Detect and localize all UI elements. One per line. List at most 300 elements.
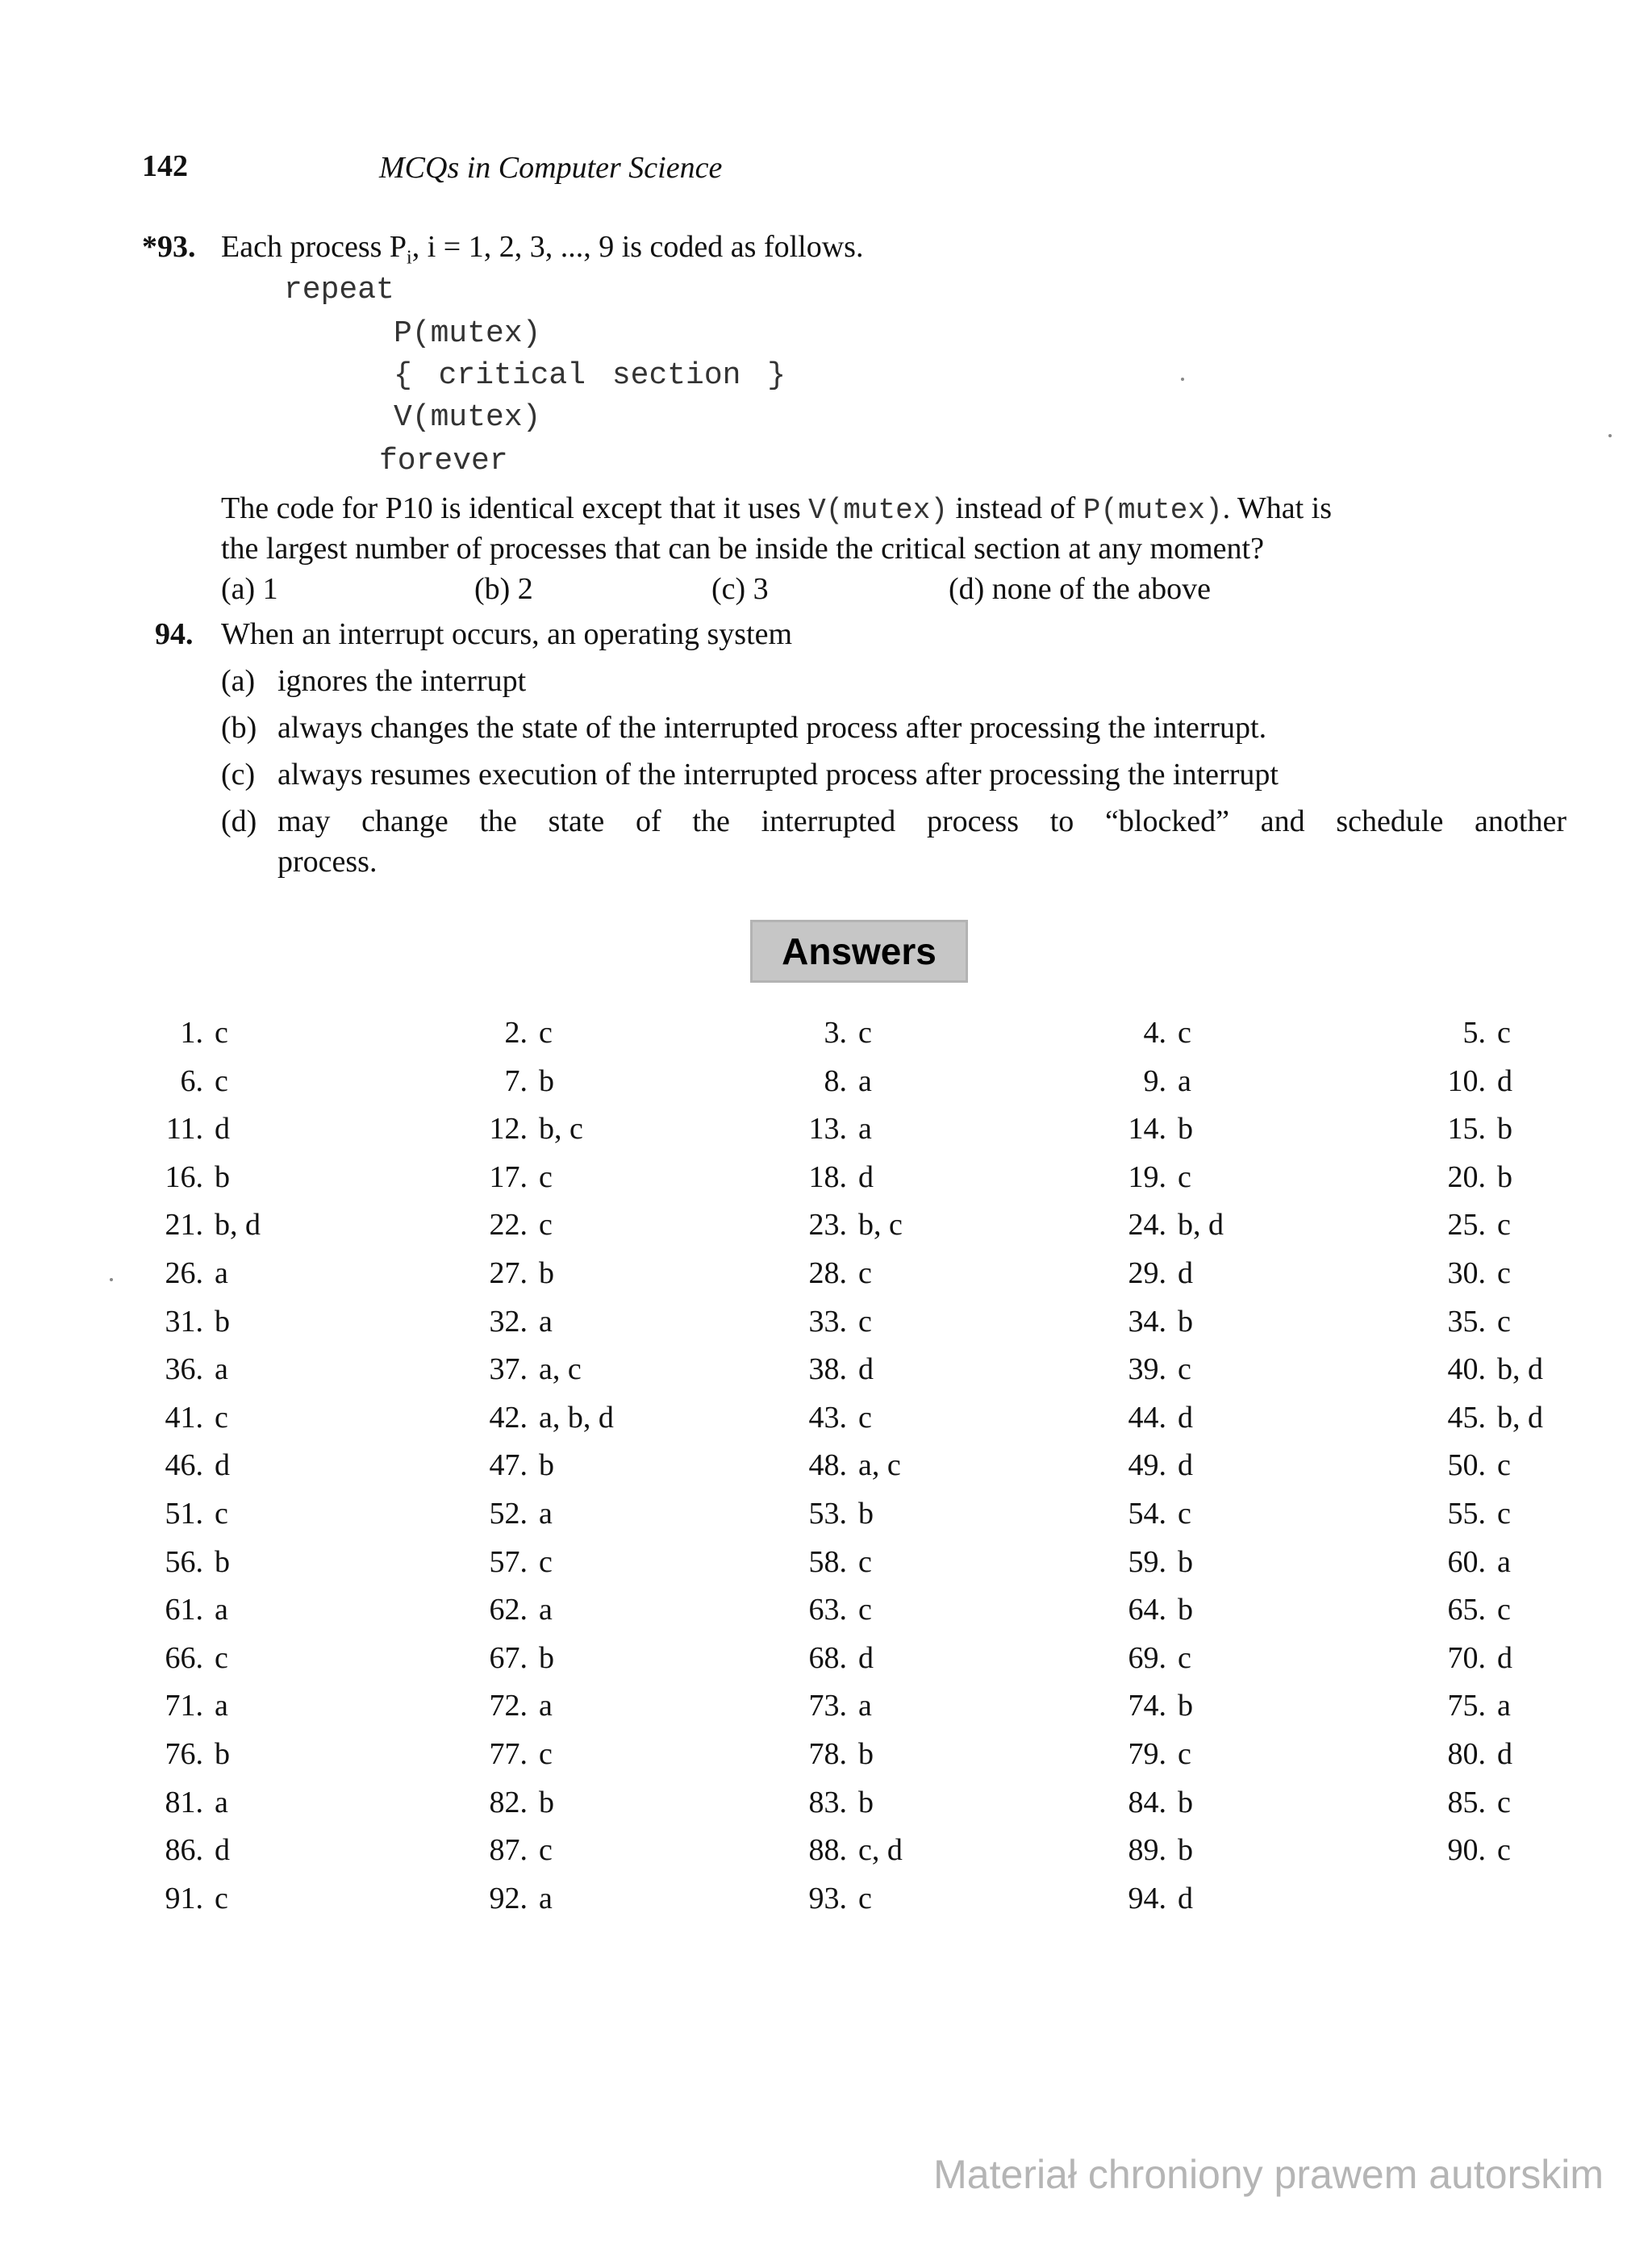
answer-item: [113, 1688, 228, 1723]
answer-value: c: [539, 1545, 553, 1579]
answer-item: [757, 1400, 872, 1435]
scan-speck: [1608, 434, 1612, 437]
answer-item: [113, 1447, 230, 1483]
answer-item: [437, 1881, 553, 1916]
answer-item: [1076, 1832, 1193, 1868]
answer-number: 77.: [489, 1737, 528, 1771]
answer-item: [113, 1304, 230, 1339]
answer-value: b, d: [1178, 1208, 1224, 1242]
answer-value: b: [1178, 1545, 1193, 1579]
answer-item: [1076, 1400, 1193, 1435]
question-93-paragraph-line-2: the largest number of processes that can be inside the critical section at any moment?: [221, 532, 1264, 566]
answer-value: c: [858, 1305, 872, 1339]
question-93-number: *93.: [142, 230, 196, 264]
answer-number: 23.: [808, 1208, 847, 1242]
answer-number: 33.: [808, 1305, 847, 1339]
answer-value: d: [858, 1641, 874, 1675]
answer-number: 3.: [824, 1016, 847, 1050]
answer-number: 94.: [1128, 1882, 1166, 1915]
answer-item: [437, 1832, 553, 1868]
answer-number: 66.: [165, 1641, 203, 1675]
answer-number: 90.: [1447, 1833, 1486, 1867]
answer-item: [437, 1785, 554, 1820]
answer-item: [1076, 1688, 1193, 1723]
answer-value: c: [215, 1882, 228, 1915]
question-94-stem: When an interrupt occurs, an operating system: [221, 617, 793, 651]
answer-value: d: [215, 1112, 230, 1146]
answer-number: 86.: [165, 1833, 203, 1867]
answer-item: [757, 1304, 872, 1339]
answer-number: 19.: [1128, 1160, 1166, 1194]
q93-option-b: (b) 2: [474, 572, 533, 606]
answer-number: 78.: [808, 1737, 847, 1771]
answer-item: [1395, 1159, 1512, 1195]
copyright-watermark: Materiał chroniony prawem autorskim: [933, 2152, 1604, 2197]
answer-number: 6.: [180, 1064, 203, 1098]
answer-number: 93.: [808, 1882, 847, 1915]
answer-number: 75.: [1447, 1689, 1486, 1723]
answer-value: c: [215, 1016, 228, 1050]
answer-number: 89.: [1128, 1833, 1166, 1867]
answer-number: 22.: [489, 1208, 528, 1242]
scan-speck: [110, 1278, 113, 1281]
answer-number: 37.: [489, 1352, 528, 1386]
answer-item: [757, 1447, 901, 1483]
answer-value: c: [215, 1497, 228, 1531]
answer-value: d: [1497, 1064, 1512, 1098]
answer-value: a: [1497, 1689, 1511, 1723]
answer-item: [437, 1207, 553, 1243]
answer-value: a: [1497, 1545, 1511, 1579]
answer-value: b: [215, 1737, 230, 1771]
answer-value: d: [1497, 1641, 1512, 1675]
answer-item: [437, 1063, 554, 1099]
answer-number: 58.: [808, 1545, 847, 1579]
answer-number: 67.: [489, 1641, 528, 1675]
answer-number: 69.: [1128, 1641, 1166, 1675]
scan-speck: [1181, 378, 1184, 381]
answer-number: 12.: [489, 1112, 528, 1146]
answer-item: [113, 1544, 230, 1580]
para-code-v-mutex: V(mutex): [808, 494, 948, 527]
answer-number: 63.: [808, 1593, 847, 1627]
answer-item: [1395, 1304, 1511, 1339]
answer-value: c: [539, 1833, 553, 1867]
answer-number: 49.: [1128, 1448, 1166, 1482]
answer-number: 56.: [165, 1545, 203, 1579]
answer-number: 48.: [808, 1448, 847, 1482]
answer-value: d: [1497, 1737, 1512, 1771]
q94-option-b-label: (b): [221, 711, 257, 745]
answer-number: 39.: [1128, 1352, 1166, 1386]
answer-item: [1395, 1111, 1512, 1147]
answer-item: [1076, 1111, 1193, 1147]
q93-option-a: (a) 1: [221, 572, 278, 606]
answer-item: [757, 1592, 872, 1627]
answer-number: 9.: [1143, 1064, 1166, 1098]
question-93-stem-b: , i = 1, 2, 3, ..., 9 is coded as follows.: [411, 230, 864, 264]
answer-value: a: [215, 1689, 228, 1723]
answer-number: 38.: [808, 1352, 847, 1386]
answer-item: [757, 1015, 872, 1051]
answer-item: [757, 1544, 872, 1580]
answer-item: [437, 1688, 553, 1723]
answer-number: 30.: [1447, 1256, 1486, 1290]
answer-item: [757, 1736, 874, 1772]
answer-number: 91.: [165, 1882, 203, 1915]
answer-item: [437, 1447, 554, 1483]
code-line-forever: forever: [379, 444, 508, 478]
answer-item: [437, 1736, 553, 1772]
answer-item: [437, 1496, 553, 1531]
answer-item: [1395, 1015, 1511, 1051]
answer-value: b: [858, 1497, 874, 1531]
answer-value: c: [539, 1737, 553, 1771]
answer-value: c: [215, 1064, 228, 1098]
answer-number: 29.: [1128, 1256, 1166, 1290]
answer-value: a, b, d: [539, 1401, 614, 1435]
answer-item: [1395, 1063, 1512, 1099]
answer-value: a: [215, 1256, 228, 1290]
answer-value: b: [539, 1064, 554, 1098]
answer-value: a: [215, 1593, 228, 1627]
answer-item: [1395, 1785, 1511, 1820]
answer-item: [437, 1592, 553, 1627]
answer-value: b: [539, 1256, 554, 1290]
answer-item: [113, 1881, 228, 1916]
answer-number: 70.: [1447, 1641, 1486, 1675]
answer-item: [1076, 1351, 1191, 1387]
answer-item: [1076, 1207, 1224, 1243]
answer-value: b: [215, 1305, 230, 1339]
answer-number: 57.: [489, 1545, 528, 1579]
question-93-stem-sub: i: [407, 247, 412, 269]
answer-value: c: [539, 1160, 553, 1194]
q94-option-c-label: (c): [221, 758, 256, 792]
answer-item: [757, 1351, 874, 1387]
answer-number: 47.: [489, 1448, 528, 1482]
answer-value: a: [858, 1064, 872, 1098]
answer-number: 31.: [165, 1305, 203, 1339]
answer-item: [437, 1544, 553, 1580]
answer-item: [1395, 1207, 1511, 1243]
answer-number: 52.: [489, 1497, 528, 1531]
question-93-stem-a: Each process P: [221, 230, 407, 264]
answer-value: c: [1497, 1786, 1511, 1819]
answer-number: 74.: [1128, 1689, 1166, 1723]
question-93-paragraph-line-1: [221, 491, 1566, 527]
para-text-b: instead of: [955, 491, 1076, 525]
answer-number: 62.: [489, 1593, 528, 1627]
answer-value: a, c: [858, 1448, 901, 1482]
answer-value: a: [1178, 1064, 1191, 1098]
answer-item: [1076, 1640, 1191, 1676]
answer-value: b: [1178, 1305, 1193, 1339]
answer-value: b: [539, 1786, 554, 1819]
answer-value: d: [858, 1160, 874, 1194]
answer-value: d: [1178, 1448, 1193, 1482]
answer-item: [757, 1111, 872, 1147]
answer-value: c: [1178, 1160, 1191, 1194]
answer-value: b: [539, 1641, 554, 1675]
q94-option-a-label: (a): [221, 664, 256, 698]
answer-item: [1395, 1688, 1511, 1723]
answer-item: [757, 1640, 874, 1676]
answer-value: b: [215, 1160, 230, 1194]
answer-item: [1076, 1159, 1191, 1195]
answer-number: 36.: [165, 1352, 203, 1386]
answer-value: d: [1178, 1882, 1193, 1915]
answer-item: [1076, 1544, 1193, 1580]
answer-value: c: [858, 1256, 872, 1290]
para-text-c: . What is: [1222, 491, 1333, 525]
answer-item: [1076, 1304, 1193, 1339]
answer-item: [113, 1832, 230, 1868]
answer-item: [1395, 1351, 1543, 1387]
answer-value: b: [1178, 1689, 1193, 1723]
answer-value: c, d: [858, 1833, 903, 1867]
answer-item: [113, 1255, 228, 1291]
answer-number: 53.: [808, 1497, 847, 1531]
answer-number: 71.: [165, 1689, 203, 1723]
answer-value: b: [1178, 1112, 1193, 1146]
answer-number: 79.: [1128, 1737, 1166, 1771]
answer-value: c: [1497, 1256, 1511, 1290]
answer-value: c: [539, 1016, 553, 1050]
answer-item: [757, 1255, 872, 1291]
answer-value: c: [1497, 1833, 1511, 1867]
answer-number: 4.: [1143, 1016, 1166, 1050]
answer-item: [437, 1351, 582, 1387]
answer-number: 80.: [1447, 1737, 1486, 1771]
answer-number: 65.: [1447, 1593, 1486, 1627]
answer-value: b: [1178, 1593, 1193, 1627]
answer-item: [757, 1785, 874, 1820]
answer-number: 64.: [1128, 1593, 1166, 1627]
running-title: MCQs in Computer Science: [379, 151, 723, 185]
answer-item: [1395, 1592, 1511, 1627]
answer-item: [437, 1255, 554, 1291]
answer-item: [1076, 1736, 1191, 1772]
answer-item: [113, 1400, 228, 1435]
answer-item: [757, 1496, 874, 1531]
answer-number: 60.: [1447, 1545, 1486, 1579]
answer-number: 26.: [165, 1256, 203, 1290]
answer-value: c: [1497, 1497, 1511, 1531]
answer-value: b, c: [539, 1112, 583, 1146]
answer-number: 17.: [489, 1160, 528, 1194]
answer-number: 16.: [165, 1160, 203, 1194]
answer-item: [1395, 1400, 1543, 1435]
answer-value: c: [858, 1882, 872, 1915]
answer-item: [1076, 1881, 1193, 1916]
answer-value: a: [858, 1689, 872, 1723]
answer-item: [437, 1111, 583, 1147]
answer-number: 45.: [1447, 1401, 1486, 1435]
answer-number: 5.: [1462, 1016, 1486, 1050]
answer-value: c: [1178, 1737, 1191, 1771]
answer-number: 81.: [165, 1786, 203, 1819]
answer-number: 14.: [1128, 1112, 1166, 1146]
answer-number: 11.: [165, 1112, 203, 1146]
answer-value: a: [539, 1689, 553, 1723]
answer-number: 15.: [1447, 1112, 1486, 1146]
answer-number: 2.: [504, 1016, 528, 1050]
answer-value: c: [858, 1401, 872, 1435]
answer-value: b: [858, 1786, 874, 1819]
answer-value: b: [1178, 1786, 1193, 1819]
answer-value: c: [1178, 1641, 1191, 1675]
answer-value: a: [539, 1497, 553, 1531]
answer-number: 46.: [165, 1448, 203, 1482]
answer-value: d: [215, 1448, 230, 1482]
answer-item: [113, 1496, 228, 1531]
answer-item: [1395, 1447, 1511, 1483]
q94-option-c-text: always resumes execution of the interrupted process after processing the interrupt: [277, 758, 1279, 792]
answer-number: 44.: [1128, 1401, 1166, 1435]
code-line-critical-section: { critical section }: [394, 358, 786, 393]
answer-value: a: [858, 1112, 872, 1146]
answer-item: [113, 1063, 228, 1099]
answer-item: [437, 1400, 614, 1435]
answer-item: [437, 1304, 553, 1339]
answer-value: c: [858, 1545, 872, 1579]
answer-item: [113, 1640, 228, 1676]
answer-number: 92.: [489, 1882, 528, 1915]
answer-item: [757, 1688, 872, 1723]
answer-number: 25.: [1447, 1208, 1486, 1242]
answer-item: [113, 1351, 228, 1387]
answer-number: 55.: [1447, 1497, 1486, 1531]
answer-number: 59.: [1128, 1545, 1166, 1579]
answer-value: b: [858, 1737, 874, 1771]
answer-item: [1076, 1015, 1191, 1051]
answer-item: [437, 1015, 553, 1051]
answer-number: 76.: [165, 1737, 203, 1771]
answer-number: 50.: [1447, 1448, 1486, 1482]
answer-item: [1395, 1736, 1512, 1772]
answer-number: 27.: [489, 1256, 528, 1290]
answer-number: 24.: [1128, 1208, 1166, 1242]
answer-value: b: [1178, 1833, 1193, 1867]
answer-item: [1076, 1255, 1193, 1291]
answer-item: [1076, 1785, 1193, 1820]
answer-value: c: [1178, 1016, 1191, 1050]
question-94-number: 94.: [155, 617, 194, 651]
answer-value: a, c: [539, 1352, 582, 1386]
answer-value: c: [215, 1401, 228, 1435]
code-line-v-mutex: V(mutex): [394, 400, 541, 435]
answer-value: a: [215, 1786, 228, 1819]
q94-option-b-text: always changes the state of the interrupted process after processing the interrupt.: [277, 711, 1267, 745]
answer-item: [757, 1832, 903, 1868]
answer-number: 32.: [489, 1305, 528, 1339]
answer-item: [757, 1159, 874, 1195]
answer-number: 43.: [808, 1401, 847, 1435]
answer-value: a: [539, 1882, 553, 1915]
answer-number: 84.: [1128, 1786, 1166, 1819]
answer-value: c: [1497, 1016, 1511, 1050]
answer-number: 7.: [504, 1064, 528, 1098]
answer-item: [1076, 1592, 1193, 1627]
answer-value: b: [1497, 1112, 1512, 1146]
answer-value: a: [215, 1352, 228, 1386]
answer-item: [1076, 1447, 1193, 1483]
answer-value: c: [1497, 1448, 1511, 1482]
answer-number: 85.: [1447, 1786, 1486, 1819]
question-93-stem: [221, 229, 863, 269]
answer-value: c: [1178, 1497, 1191, 1531]
answer-item: [113, 1592, 228, 1627]
answer-value: d: [1178, 1401, 1193, 1435]
answer-number: 13.: [808, 1112, 847, 1146]
answer-value: b: [215, 1545, 230, 1579]
answer-value: c: [858, 1016, 872, 1050]
answer-item: [437, 1640, 554, 1676]
answer-value: c: [1497, 1208, 1511, 1242]
para-code-p-mutex: P(mutex): [1083, 494, 1223, 527]
answer-number: 8.: [824, 1064, 847, 1098]
answer-number: 34.: [1128, 1305, 1166, 1339]
answer-value: c: [858, 1593, 872, 1627]
answer-number: 18.: [808, 1160, 847, 1194]
answer-item: [113, 1207, 261, 1243]
answer-number: 1.: [180, 1016, 203, 1050]
answer-number: 83.: [808, 1786, 847, 1819]
answer-number: 88.: [808, 1833, 847, 1867]
answer-item: [113, 1159, 230, 1195]
q94-option-d-label: (d): [221, 804, 257, 838]
answer-number: 42.: [489, 1401, 528, 1435]
answer-value: b, d: [215, 1208, 261, 1242]
answer-number: 40.: [1447, 1352, 1486, 1386]
answer-number: 82.: [489, 1786, 528, 1819]
code-line-repeat: repeat: [284, 273, 394, 307]
answer-item: [757, 1063, 872, 1099]
q93-option-c: (c) 3: [711, 572, 769, 606]
answer-number: 87.: [489, 1833, 528, 1867]
answer-number: 72.: [489, 1689, 528, 1723]
answer-value: b, d: [1497, 1352, 1543, 1386]
answer-item: [437, 1159, 553, 1195]
para-text-a: The code for P10 is identical except that it uses: [221, 491, 801, 525]
answer-number: 54.: [1128, 1497, 1166, 1531]
answer-value: a: [539, 1305, 553, 1339]
answer-value: d: [1178, 1256, 1193, 1290]
answer-number: 28.: [808, 1256, 847, 1290]
q93-option-d: (d) none of the above: [949, 572, 1211, 606]
answer-number: 35.: [1447, 1305, 1486, 1339]
answer-value: c: [539, 1208, 553, 1242]
answer-item: [1395, 1640, 1512, 1676]
answer-value: c: [215, 1641, 228, 1675]
answer-value: c: [1178, 1352, 1191, 1386]
answer-item: [113, 1785, 228, 1820]
answer-item: [1076, 1496, 1191, 1531]
answer-number: 68.: [808, 1641, 847, 1675]
q94-option-d-continuation: process.: [277, 845, 378, 879]
answer-number: 41.: [165, 1401, 203, 1435]
code-line-p-mutex: P(mutex): [394, 316, 541, 351]
answer-value: b: [1497, 1160, 1512, 1194]
answer-item: [113, 1736, 230, 1772]
answer-number: 73.: [808, 1689, 847, 1723]
answer-value: c: [1497, 1593, 1511, 1627]
answer-value: b: [539, 1448, 554, 1482]
answer-item: [1395, 1544, 1511, 1580]
q94-option-d-text: may change the state of the interrupted process to “blocked” and schedule another: [277, 804, 1566, 838]
answer-item: [113, 1111, 230, 1147]
